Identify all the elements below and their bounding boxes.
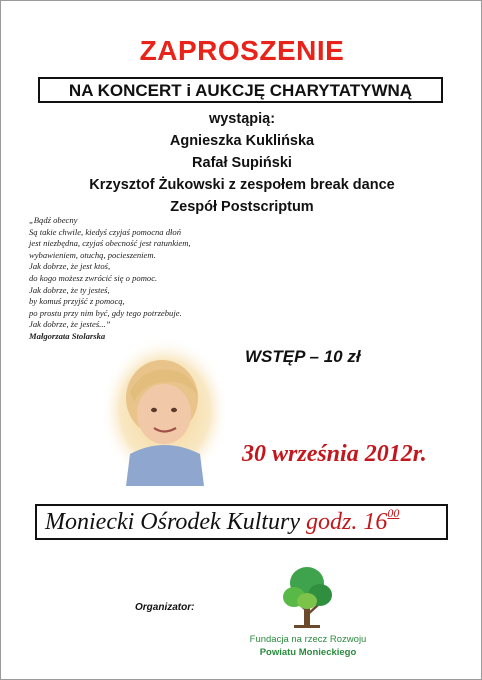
poem-line: Są takie chwile, kiedyś czyjaś pomocna dłoń [29,226,182,237]
venue-name: Moniecki Ośrodek Kultury [45,509,301,535]
performer-item: Rafał Supiński [192,155,292,171]
performer-item: Agnieszka Kuklińska [169,133,315,149]
poem-author: Małgorzata Stolarska [29,330,106,341]
performer-item: Zespół Postscriptum [170,199,314,215]
admission-price: WSTĘP – 10 zł [245,347,361,366]
event-time-minutes: 00 [387,506,400,520]
poem-line: Jak dobrze, że jest ktoś, [29,261,111,272]
performer-item: Krzysztof Żukowski z zespołem break dance [89,177,395,193]
performers-heading: wystąpią: [208,111,276,127]
poster-subtitle: NA KONCERT i AUKCJĘ CHARYTATYWNĄ [38,77,443,103]
poem-line: do kogo możesz zwrócić się o pomoc. [29,272,158,283]
poem-line: Jak dobrze, że jesteś...” [29,319,111,330]
poem-line: by komuś przyjść z pomocą, [29,296,125,307]
event-time [306,506,400,535]
poem-line: jest niezbędna, czyjaś obecność jest ratunkiem, [29,238,191,249]
event-date: 30 września 2012r. [242,441,427,467]
child-photo [100,336,230,486]
poster-title: ZAPROSZENIE [139,35,345,66]
event-time-hour: godz. 16 [306,509,388,535]
poem [29,215,191,343]
poem-line: wybawieniem, otuchą, pocieszeniem. [29,249,156,260]
poem-line: po prostu przy nim być, gdy tego potrzebuje. [29,307,182,318]
poem-line: Jak dobrze, że ty jesteś, [29,284,110,295]
foundation-tree-logo [280,561,334,631]
venue-box [35,504,448,540]
poem-line: „Bądź obecny [29,215,78,225]
organizer-name-line2: Powiatu Monieckiego [259,647,357,658]
organizer-name-line1: Fundacja na rzecz Rozwoju [249,634,367,645]
organizer-label: Organizator: [135,602,195,613]
